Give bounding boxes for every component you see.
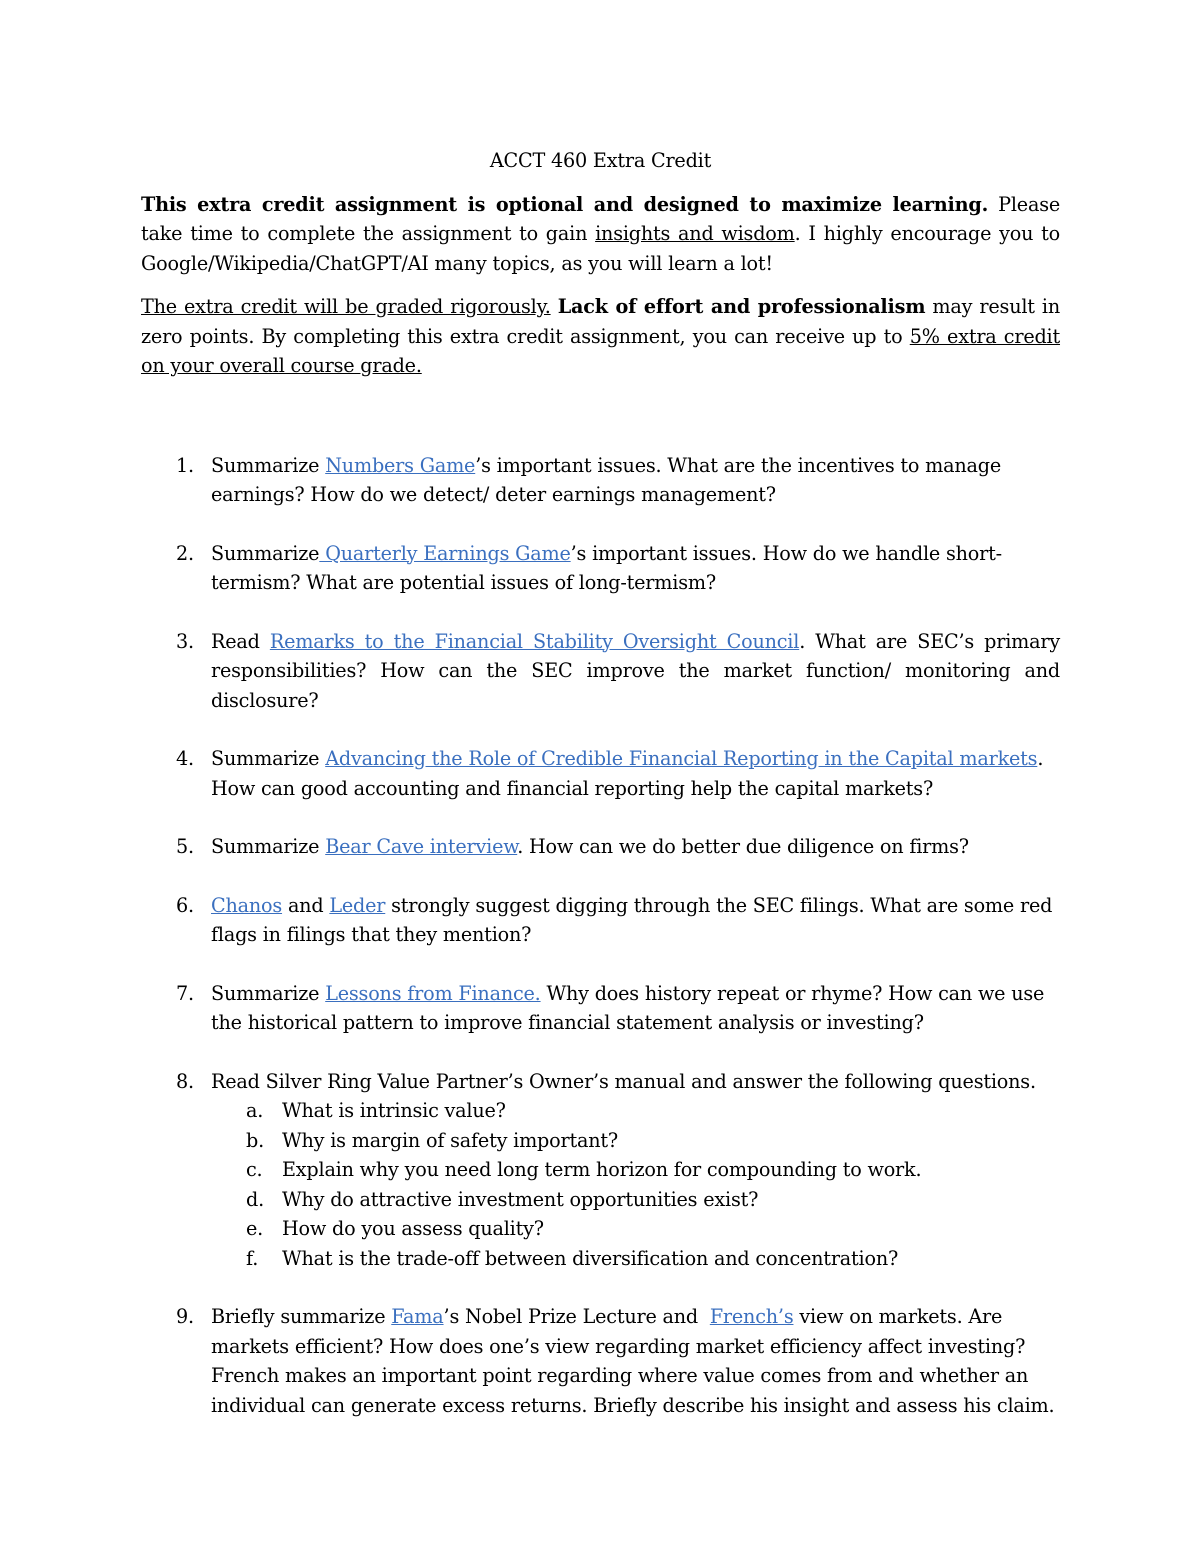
question-text: Summarize xyxy=(211,981,326,1005)
question-list xyxy=(141,451,1060,1421)
question-number: 1. xyxy=(176,453,194,477)
sub-question-item xyxy=(211,1185,1060,1215)
question-text: . How can good accounting and financial reporting help the capital markets? xyxy=(211,747,1044,800)
link-leder[interactable]: Leder xyxy=(329,893,386,917)
sub-question-item xyxy=(211,1126,1060,1156)
link-fsoc-remarks[interactable]: Remarks to the Financial Stability Oversight Council xyxy=(269,629,800,653)
question-item xyxy=(141,1067,1060,1274)
link-chanos[interactable]: Chanos xyxy=(211,893,283,917)
sub-question-item xyxy=(211,1096,1060,1126)
intro-text-1: Please take time to complete the assignment to gain xyxy=(141,192,1060,245)
sub-question-item xyxy=(211,1244,1060,1274)
question-text: Briefly summarize xyxy=(211,1305,392,1328)
grading-bold: Lack of effort and professionalism xyxy=(557,295,926,318)
link-french[interactable]: French’s xyxy=(709,1305,794,1328)
sub-question-item xyxy=(211,1214,1060,1244)
sub-question-list xyxy=(211,1096,1060,1273)
sub-question-letter: f. xyxy=(246,1246,259,1270)
question-text: ’s Nobel Prize Lecture and xyxy=(443,1305,710,1328)
question-text: Why does history repeat or rhyme? How can we use the historical pattern to improve financial statement analysis or investing? xyxy=(211,981,1045,1034)
sub-question-letter: b. xyxy=(246,1128,264,1152)
question-item xyxy=(141,1302,1060,1420)
sub-question-item xyxy=(211,1155,1060,1185)
question-item xyxy=(141,979,1060,1038)
question-text: Read xyxy=(211,629,270,653)
sub-question-text: Why do attractive investment opportunities exist? xyxy=(282,1187,759,1211)
sub-question-letter: e. xyxy=(246,1217,264,1240)
question-text: strongly suggest digging through the SEC filings. What are some red flags in filings that they mention? xyxy=(211,893,1053,946)
link-fama[interactable]: Fama xyxy=(391,1305,444,1328)
grading-underlined-2: 5% extra credit on your overall course grade. xyxy=(141,324,1061,377)
question-text: Summarize xyxy=(211,835,326,858)
question-text: . How can we do better due diligence on firms? xyxy=(517,835,969,858)
question-text: Summarize xyxy=(211,453,326,477)
question-item xyxy=(141,627,1060,716)
sub-question-text: How do you assess quality? xyxy=(282,1217,544,1240)
question-text: ’s important issues. How do we handle short-termism? What are potential issues of long-termism? xyxy=(211,541,1002,594)
intro-text-2: . I highly encourage you to Google/Wikipedia/ChatGPT/AI many topics, as you will learn a lot! xyxy=(141,222,1060,275)
question-text: . What are SEC’s primary responsibilities? How can the SEC improve the market function/ monitoring and disclosure? xyxy=(211,629,1060,712)
question-item xyxy=(141,539,1060,598)
sub-question-text: Explain why you need long term horizon for compounding to work. xyxy=(282,1158,922,1181)
question-number: 6. xyxy=(176,893,194,917)
question-item xyxy=(141,891,1060,950)
sub-question-text: What is the trade-off between diversification and concentration? xyxy=(282,1246,899,1270)
question-number: 4. xyxy=(176,747,194,770)
intro-bold: This extra credit assignment is optional and designed to maximize learning. xyxy=(141,192,989,216)
link-bear-cave-interview[interactable]: Bear Cave interview xyxy=(325,835,518,858)
link-lessons-from-finance[interactable]: Lessons from Finance. xyxy=(325,981,541,1005)
grading-space xyxy=(551,295,558,318)
grading-text: may result in zero points. By completing this extra credit assignment, you can receive up to xyxy=(141,295,1061,348)
sub-question-letter: a. xyxy=(246,1099,264,1122)
question-text: ’s important issues. What are the incentives to manage earnings? How do we detect/ deter earnings management? xyxy=(211,453,1001,506)
intro-paragraph xyxy=(141,190,1060,279)
question-text: Summarize xyxy=(211,747,326,770)
question-text: Read Silver Ring Value Partner’s Owner’s manual and answer the following questions. xyxy=(211,1069,1036,1093)
question-item xyxy=(141,832,1060,862)
grading-paragraph xyxy=(141,292,1060,381)
question-item xyxy=(141,744,1060,803)
sub-question-text: Why is margin of safety important? xyxy=(282,1128,618,1152)
question-number: 5. xyxy=(176,835,194,858)
link-quarterly-earnings-game[interactable]: Quarterly Earnings Game xyxy=(319,541,571,565)
question-text: Summarize xyxy=(211,541,320,565)
question-number: 3. xyxy=(176,629,194,653)
question-text: view on markets. Are markets efficient? How does one’s view regarding market efficiency affect investing? French makes an important point regarding where value comes from and whether an individual can generate excess returns. Briefly describe his insight and assess his claim. xyxy=(211,1305,1055,1417)
sub-question-letter: c. xyxy=(246,1158,263,1181)
question-item xyxy=(141,451,1060,510)
question-number: 2. xyxy=(176,541,194,565)
link-credible-financial-reporting[interactable]: Advancing the Role of Credible Financial Reporting in the Capital markets xyxy=(325,747,1038,770)
sub-question-text: What is intrinsic value? xyxy=(282,1099,506,1122)
document-title: ACCT 460 Extra Credit xyxy=(489,149,712,172)
grading-underlined-1: The extra credit will be graded rigorously. xyxy=(141,295,551,318)
link-numbers-game[interactable]: Numbers Game xyxy=(325,453,476,477)
sub-question-letter: d. xyxy=(246,1187,264,1211)
question-number: 9. xyxy=(176,1305,194,1328)
question-text: and xyxy=(282,893,330,917)
intro-underlined: insights and wisdom xyxy=(595,222,795,245)
question-number: 8. xyxy=(176,1069,194,1093)
question-number: 7. xyxy=(176,981,194,1005)
